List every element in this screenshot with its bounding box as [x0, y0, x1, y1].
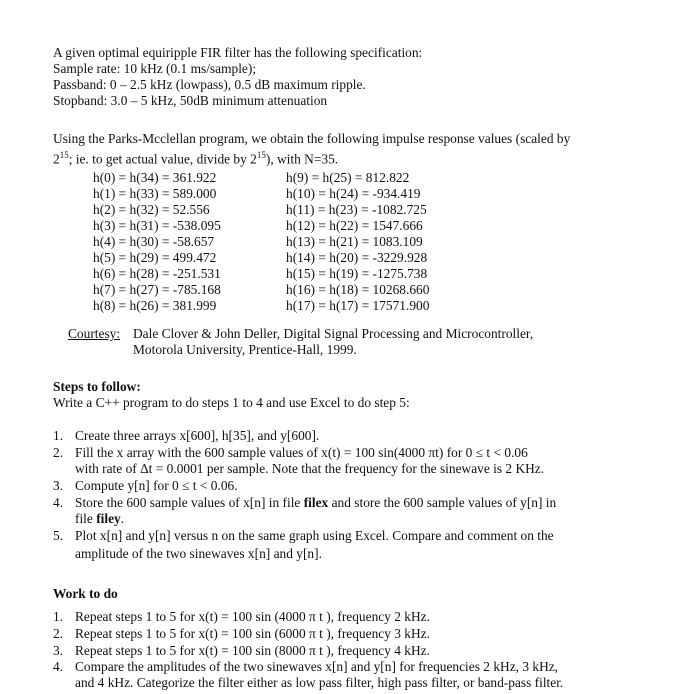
intro-line-2: $2^{15}$; ie. to get actual value, divide by $2^{15}$), with N=35. — [53, 150, 339, 167]
courtesy-label: Courtesy: — [68, 326, 121, 341]
work-1-text: Repeat steps 1 to 5 for x(t) = 100 sin (4000 π t ), frequency 2 kHz. — [75, 609, 430, 624]
step-4-line-2: file filey. — [75, 511, 125, 526]
coef-right-1: h(10) = h(24) = -934.419 — [286, 186, 421, 201]
work-3-number: 3. — [53, 643, 64, 658]
coef-right-5: h(14) = h(20) = -3229.928 — [286, 250, 428, 265]
step-2-number: 2. — [53, 445, 64, 460]
spec-passband: Passband: 0 – 2.5 kHz (lowpass), 0.5 dB maximum ripple. — [53, 77, 366, 92]
coef-left-2: h(2) = h(32) = 52.556 — [93, 202, 210, 217]
step-5-line-2: amplitude of the two sinewaves x[n] and y[n]. — [75, 546, 322, 561]
work-heading: Work to do — [53, 586, 118, 601]
coef-right-3: h(12) = h(22) = 1547.666 — [286, 218, 423, 233]
coef-left-0: h(0) = h(34) = 361.922 — [93, 170, 217, 185]
step-2-line-1: Fill the x array with the 600 sample values of x(t) = 100 sin(4000 πt) for 0 ≤ t < 0.06 — [75, 445, 528, 460]
coef-left-3: h(3) = h(31) = -538.095 — [93, 218, 221, 233]
coef-left-4: h(4) = h(30) = -58.657 — [93, 234, 215, 249]
work-4-line-2: and 4 kHz. Categorize the filter either as low pass filter, high pass filter, or band-pass filter. — [75, 675, 564, 690]
steps-heading: Steps to follow: — [53, 379, 141, 394]
spec-sample-rate: Sample rate: 10 kHz (0.1 ms/sample); — [53, 61, 257, 76]
coef-right-2: h(11) = h(23) = -1082.725 — [286, 202, 427, 217]
courtesy-line-2: Motorola University, Prentice-Hall, 1999. — [133, 342, 357, 357]
spec-title: A given optimal equiripple FIR filter has the following specification: — [53, 45, 423, 60]
courtesy-line-1: Dale Clover & John Deller, Digital Signal Processing and Microcontroller, — [133, 326, 534, 341]
coef-left-1: h(1) = h(33) = 589.000 — [93, 186, 217, 201]
work-4-number: 4. — [53, 659, 64, 674]
work-1-number: 1. — [53, 609, 64, 624]
step-3-text: Compute y[n] for 0 ≤ t < 0.06. — [75, 478, 238, 493]
coef-right-0: h(9) = h(25) = 812.822 — [286, 170, 410, 185]
spec-stopband: Stopband: 3.0 – 5 kHz, 50dB minimum attenuation — [53, 93, 328, 108]
coef-left-5: h(5) = h(29) = 499.472 — [93, 250, 217, 265]
step-5-number: 5. — [53, 528, 64, 543]
work-4-line-1: Compare the amplitudes of the two sinewaves x[n] and y[n] for frequencies 2 kHz, 3 kHz, — [75, 659, 559, 674]
coef-right-7: h(16) = h(18) = 10268.660 — [286, 282, 430, 297]
step-3-number: 3. — [53, 478, 64, 493]
step-1-number: 1. — [53, 428, 64, 443]
steps-intro: Write a C++ program to do steps 1 to 4 and use Excel to do step 5: — [53, 395, 410, 410]
step-4-line-1: Store the 600 sample values of x[n] in file filex and store the 600 sample values of y[n] in — [75, 495, 557, 510]
coef-right-6: h(15) = h(19) = -1275.738 — [286, 266, 428, 281]
coef-right-4: h(13) = h(21) = 1083.109 — [286, 234, 423, 249]
work-2-number: 2. — [53, 626, 64, 641]
coef-right-8: h(17) = h(17) = 17571.900 — [286, 298, 430, 313]
step-5-line-1: Plot x[n] and y[n] versus n on the same graph using Excel. Compare and comment on the — [75, 528, 554, 543]
step-4-number: 4. — [53, 495, 64, 510]
step-2-line-2: with rate of Δt = 0.0001 per sample. Note that the frequency for the sinewave is 2 KHz. — [75, 461, 545, 476]
step-1-text: Create three arrays x[600], h[35], and y[600]. — [75, 428, 320, 443]
coef-left-8: h(8) = h(26) = 381.999 — [93, 298, 217, 313]
coef-left-7: h(7) = h(27) = -785.168 — [93, 282, 221, 297]
work-3-text: Repeat steps 1 to 5 for x(t) = 100 sin (8000 π t ), frequency 4 kHz. — [75, 643, 430, 658]
coef-left-6: h(6) = h(28) = -251.531 — [93, 266, 221, 281]
work-2-text: Repeat steps 1 to 5 for x(t) = 100 sin (6000 π t ), frequency 3 kHz. — [75, 626, 430, 641]
intro-line-1: Using the Parks-Mcclellan program, we obtain the following impulse response values (scaled by — [53, 131, 571, 146]
